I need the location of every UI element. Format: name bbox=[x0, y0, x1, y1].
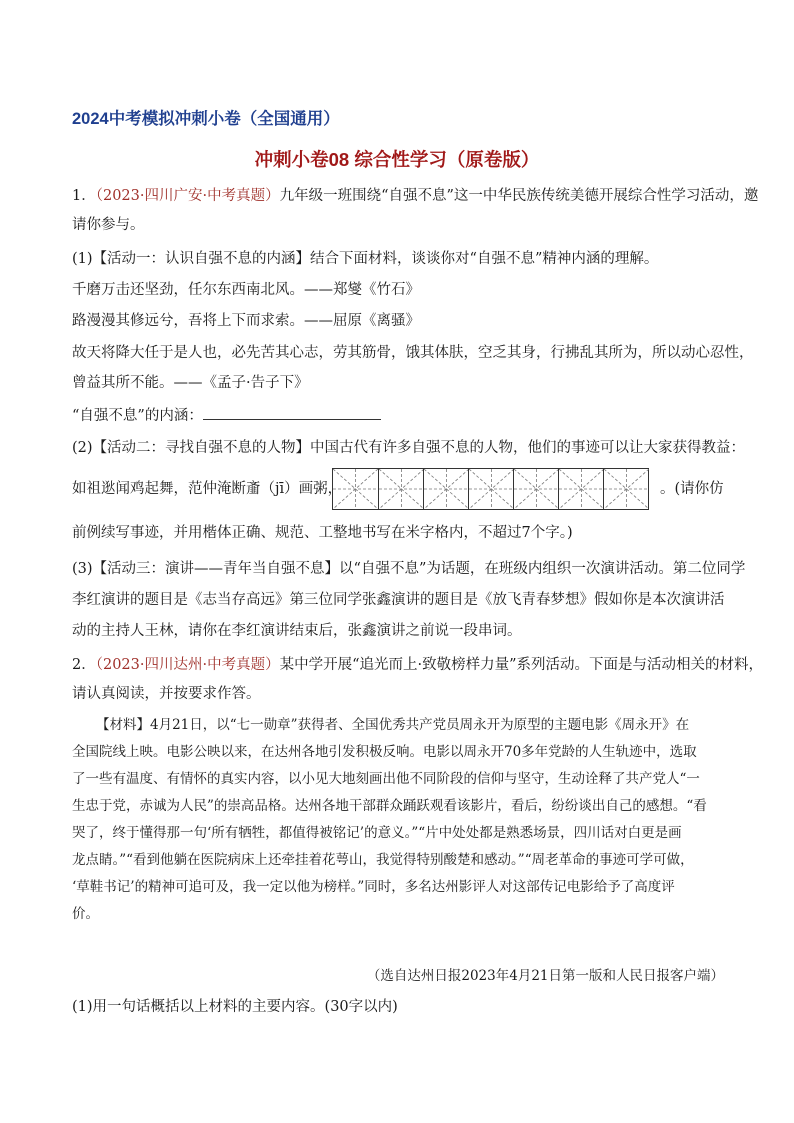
mizige-cell[interactable] bbox=[513, 469, 558, 509]
material-line: 【材料】4月21日，以“七一勋章”获得者、全国优秀共产党员周永开为原型的主题电影《周永开》在 bbox=[96, 717, 690, 733]
q2-intro-line2: 请认真阅读，并按要求作答。 bbox=[72, 686, 261, 702]
meaning-label: “自强不息”的内涵： bbox=[72, 408, 203, 424]
mizige-cell[interactable] bbox=[333, 469, 378, 509]
material-line: 全国院线上映。电影公映以来，在达州各地引发积极反响。电影以周永开70多年党龄的人生轨迹中，选取 bbox=[72, 744, 697, 760]
quote-bamboo: 千磨万击还坚劲，任尔东西南北风。——郑燮《竹石》 bbox=[72, 282, 420, 298]
q1-number: 1． bbox=[72, 188, 96, 204]
mizige-cell[interactable] bbox=[558, 469, 603, 509]
q2-subquestion1: (1)用一句话概括以上材料的主要内容。(30字以内) bbox=[72, 999, 398, 1015]
q2-intro bbox=[72, 654, 764, 676]
q1-activity3-line1: (3)【活动三：演讲——青年当自强不息】以“自强不息”为话题，在班级内组织一次演讲活动。第二位同学 bbox=[72, 561, 746, 577]
meaning-answer-line bbox=[72, 405, 728, 427]
q1-intro bbox=[72, 185, 759, 207]
material-line: 龙点睛。”“看到他躺在医院病床上还牵挂着花萼山，我觉得特别酸楚和感动。”“周老革命的事迹可学可做， bbox=[72, 852, 694, 868]
q2-number: 2． bbox=[72, 657, 96, 673]
q1-source: （2023·四川广安·中考真题） bbox=[95, 188, 280, 204]
q2-source: （2023·四川达州·中考真题） bbox=[95, 657, 280, 673]
mizige-cell[interactable] bbox=[603, 469, 648, 509]
mizige-cell[interactable] bbox=[378, 469, 423, 509]
material-line: ‘草鞋书记’的精神可追可及，我一定以他为榜样。”同时，多名达州影评人对这部传记电影给予了高度评 bbox=[72, 879, 675, 895]
act2-after-grid: 。(请你仿 bbox=[660, 481, 724, 497]
material-line: 哭了，终于懂得那一句‘所有牺牲，都值得被铭记’的意义。”“片中处处都是熟悉场景，四川话对白更是画 bbox=[72, 825, 682, 841]
q2-intro-line1: 某中学开展“追光而上·致敬榜样力量”系列活动。下面是与活动相关的材料， bbox=[279, 657, 764, 673]
q1-activity2: (2)【活动二：寻找自强不息的人物】中国古代有许多自强不息的人物，他们的事迹可以让大家获得教益： bbox=[72, 440, 746, 456]
material-passage bbox=[72, 712, 722, 928]
material-line: 了一些有温度、有情怀的真实内容，以小见大地刻画出他不同阶段的信仰与坚守，生动诠释了共产党人“一 bbox=[72, 771, 700, 787]
material-line: 生忠于党，赤诚为人民”的崇高品格。达州各地干部群众踊跃观看该影片，看后，纷纷谈出自己的感想。“看 bbox=[72, 798, 707, 814]
quote-mencius-line2: 曾益其所不能。——《孟子·告子下》 bbox=[72, 375, 309, 391]
act2-instruction: 前例续写事迹，并用楷体正确、规范、工整地书写在米字格内，不超过7个字。) bbox=[72, 525, 573, 541]
q1-intro-line2: 请你参与。 bbox=[72, 217, 145, 233]
mizige-cell[interactable] bbox=[468, 469, 513, 509]
material-line: 价。 bbox=[72, 906, 99, 922]
q1-intro-line1: 九年级一班围绕“自强不息”这一中华民族传统美德开展综合性学习活动，邀 bbox=[279, 188, 759, 204]
quote-lisao: 路漫漫其修远兮，吾将上下而求索。——屈原《离骚》 bbox=[72, 313, 420, 329]
mizige-cell[interactable] bbox=[423, 469, 468, 509]
mizige-grid[interactable] bbox=[332, 468, 649, 510]
material-source-note: （选自达州日报2023年4月21日第一版和人民日报客户端） bbox=[366, 968, 724, 984]
header-title: 2024中考模拟冲刺小卷（全国通用） bbox=[72, 110, 340, 128]
q1-activity3-line2: 李红演讲的题目是《志当存高远》第三位同学张鑫演讲的题目是《放飞青春梦想》假如你是本次演讲活 bbox=[72, 592, 725, 608]
quote-mencius-line1: 故天将降大任于是人也，必先苦其心志，劳其筋骨，饿其体肤，空乏其身，行拂乱其所为，所以动心忍性， bbox=[72, 345, 754, 361]
q1-activity3-line3: 动的主持人王林，请你在李红演讲结束后，张鑫演讲之前说一段串词。 bbox=[72, 623, 522, 639]
meaning-blank[interactable] bbox=[203, 405, 381, 420]
act2-example: 如祖逖闻鸡起舞，范仲淹断齑（jī）画粥， bbox=[72, 481, 343, 497]
page-title: 冲刺小卷08 综合性学习（原卷版） bbox=[254, 149, 540, 170]
q1-activity1: (1)【活动一：认识自强不息的内涵】结合下面材料，谈谈你对“自强不息”精神内涵的理解。 bbox=[72, 251, 659, 267]
